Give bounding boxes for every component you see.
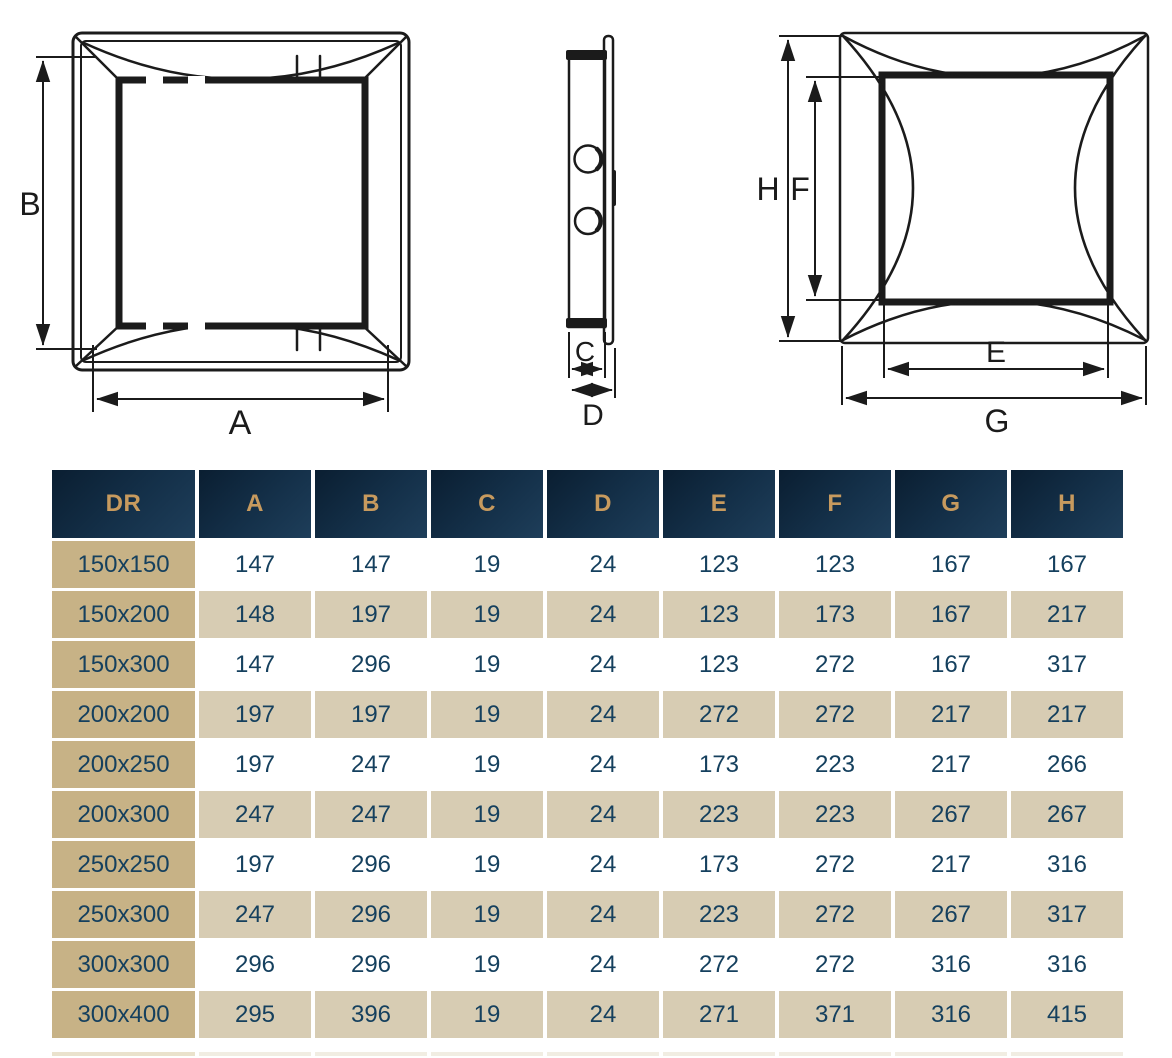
value-cell: 24 xyxy=(547,691,659,738)
size-cell: 150x150 xyxy=(52,541,195,588)
value-cell: 123 xyxy=(663,591,775,638)
value-cell: 24 xyxy=(547,941,659,988)
value-cell: 173 xyxy=(663,741,775,788)
value-cell: 123 xyxy=(663,641,775,688)
value-cell: 296 xyxy=(315,891,427,938)
value-cell: 217 xyxy=(1011,691,1123,738)
value-cell: 167 xyxy=(1011,541,1123,588)
value-cell: 247 xyxy=(315,791,427,838)
value-cell: 19 xyxy=(431,791,543,838)
column-header-h: H xyxy=(1011,470,1123,538)
dimension-a xyxy=(93,345,388,412)
value-cell: 19 xyxy=(431,741,543,788)
size-cell: 200x250 xyxy=(52,741,195,788)
value-cell: 396 xyxy=(315,991,427,1038)
column-header-dr: DR xyxy=(52,470,195,538)
value-cell: 19 xyxy=(431,941,543,988)
value-cell: 19 xyxy=(431,691,543,738)
value-cell: 173 xyxy=(779,591,891,638)
value-cell: 197 xyxy=(199,841,311,888)
value-cell: 19 xyxy=(431,841,543,888)
value-cell: 197 xyxy=(315,591,427,638)
cropped-cell-sliver xyxy=(895,1052,1007,1056)
size-cell: 200x300 xyxy=(52,791,195,838)
value-cell: 24 xyxy=(547,841,659,888)
value-cell: 316 xyxy=(895,991,1007,1038)
value-cell: 167 xyxy=(895,641,1007,688)
value-cell: 19 xyxy=(431,541,543,588)
value-cell: 217 xyxy=(895,691,1007,738)
value-cell: 24 xyxy=(547,741,659,788)
value-cell: 223 xyxy=(663,791,775,838)
value-cell: 197 xyxy=(199,691,311,738)
cropped-cell-sliver xyxy=(779,1052,891,1056)
column-header-g: G xyxy=(895,470,1007,538)
back-left-arc xyxy=(843,36,913,340)
value-cell: 123 xyxy=(779,541,891,588)
dimension-b xyxy=(36,57,97,349)
cropped-cell-sliver xyxy=(547,1052,659,1056)
value-cell: 316 xyxy=(895,941,1007,988)
front-top-arc xyxy=(84,43,398,79)
clip-mark xyxy=(146,322,163,330)
dimension-label-h: H xyxy=(756,171,780,207)
value-cell: 223 xyxy=(779,791,891,838)
dimension-f xyxy=(806,77,880,300)
value-cell: 24 xyxy=(547,991,659,1038)
spec-table xyxy=(52,470,1123,1038)
value-cell: 24 xyxy=(547,591,659,638)
back-bottom-arc xyxy=(843,301,1145,340)
value-cell: 272 xyxy=(779,891,891,938)
dimension-label-a: A xyxy=(228,404,252,442)
cropped-cell-sliver xyxy=(663,1052,775,1056)
column-header-d: D xyxy=(547,470,659,538)
side-bottom-flange xyxy=(566,318,607,328)
cropped-cell-sliver xyxy=(1011,1052,1123,1056)
dimension-label-g: G xyxy=(984,403,1010,439)
cropped-cell-sliver xyxy=(199,1052,311,1056)
dimension-label-c: C xyxy=(574,336,596,367)
value-cell: 24 xyxy=(547,641,659,688)
front-door-panel xyxy=(119,80,365,326)
column-header-e: E xyxy=(663,470,775,538)
column-header-c: C xyxy=(431,470,543,538)
value-cell: 247 xyxy=(315,741,427,788)
value-cell: 317 xyxy=(1011,641,1123,688)
size-cell: 300x300 xyxy=(52,941,195,988)
value-cell: 19 xyxy=(431,991,543,1038)
value-cell: 272 xyxy=(779,941,891,988)
front-view-drawing xyxy=(73,33,409,370)
column-header-b: B xyxy=(315,470,427,538)
dimension-label-d: D xyxy=(582,399,604,432)
cropped-cell-sliver xyxy=(315,1052,427,1056)
value-cell: 147 xyxy=(199,541,311,588)
back-outer-frame xyxy=(840,33,1148,343)
side-view-drawing xyxy=(566,36,614,344)
value-cell: 223 xyxy=(663,891,775,938)
value-cell: 272 xyxy=(779,691,891,738)
value-cell: 272 xyxy=(779,841,891,888)
value-cell: 266 xyxy=(1011,741,1123,788)
side-top-flange xyxy=(566,50,607,60)
clip-mark xyxy=(188,76,205,84)
value-cell: 173 xyxy=(663,841,775,888)
size-cell: 250x250 xyxy=(52,841,195,888)
value-cell: 272 xyxy=(779,641,891,688)
value-cell: 147 xyxy=(315,541,427,588)
value-cell: 247 xyxy=(199,791,311,838)
value-cell: 19 xyxy=(431,641,543,688)
clip-mark xyxy=(188,322,205,330)
value-cell: 272 xyxy=(663,941,775,988)
size-cell: 150x200 xyxy=(52,591,195,638)
size-cell: 150x300 xyxy=(52,641,195,688)
value-cell: 217 xyxy=(895,841,1007,888)
value-cell: 247 xyxy=(199,891,311,938)
value-cell: 217 xyxy=(895,741,1007,788)
value-cell: 24 xyxy=(547,541,659,588)
cropped-next-row-hint xyxy=(52,1052,1123,1056)
column-header-a: A xyxy=(199,470,311,538)
value-cell: 371 xyxy=(779,991,891,1038)
value-cell: 197 xyxy=(315,691,427,738)
value-cell: 316 xyxy=(1011,841,1123,888)
size-cell: 300x400 xyxy=(52,991,195,1038)
value-cell: 217 xyxy=(1011,591,1123,638)
value-cell: 296 xyxy=(315,941,427,988)
value-cell: 197 xyxy=(199,741,311,788)
size-cell: 200x200 xyxy=(52,691,195,738)
column-header-f: F xyxy=(779,470,891,538)
cropped-cell-sliver xyxy=(431,1052,543,1056)
value-cell: 19 xyxy=(431,891,543,938)
value-cell: 223 xyxy=(779,741,891,788)
value-cell: 267 xyxy=(895,891,1007,938)
value-cell: 316 xyxy=(1011,941,1123,988)
value-cell: 296 xyxy=(315,641,427,688)
dimension-h xyxy=(779,36,843,341)
value-cell: 296 xyxy=(315,841,427,888)
value-cell: 24 xyxy=(547,791,659,838)
value-cell: 415 xyxy=(1011,991,1123,1038)
value-cell: 272 xyxy=(663,691,775,738)
front-outer-frame xyxy=(73,33,409,370)
value-cell: 147 xyxy=(199,641,311,688)
value-cell: 296 xyxy=(199,941,311,988)
value-cell: 167 xyxy=(895,591,1007,638)
dimension-label-b: B xyxy=(19,186,41,222)
value-cell: 317 xyxy=(1011,891,1123,938)
value-cell: 271 xyxy=(663,991,775,1038)
cropped-cell-sliver xyxy=(52,1052,195,1056)
back-top-arc xyxy=(843,36,1145,77)
value-cell: 148 xyxy=(199,591,311,638)
back-view-drawing xyxy=(840,33,1148,343)
value-cell: 267 xyxy=(1011,791,1123,838)
size-cell: 250x300 xyxy=(52,891,195,938)
value-cell: 123 xyxy=(663,541,775,588)
technical-drawing xyxy=(0,0,1172,462)
front-outer-frame-inner-line xyxy=(81,41,401,362)
dimension-label-f: F xyxy=(790,171,810,207)
value-cell: 167 xyxy=(895,541,1007,588)
side-body xyxy=(569,53,605,327)
value-cell: 19 xyxy=(431,591,543,638)
dimension-label-e: E xyxy=(985,336,1007,369)
clip-mark xyxy=(146,76,163,84)
value-cell: 295 xyxy=(199,991,311,1038)
value-cell: 267 xyxy=(895,791,1007,838)
value-cell: 24 xyxy=(547,891,659,938)
